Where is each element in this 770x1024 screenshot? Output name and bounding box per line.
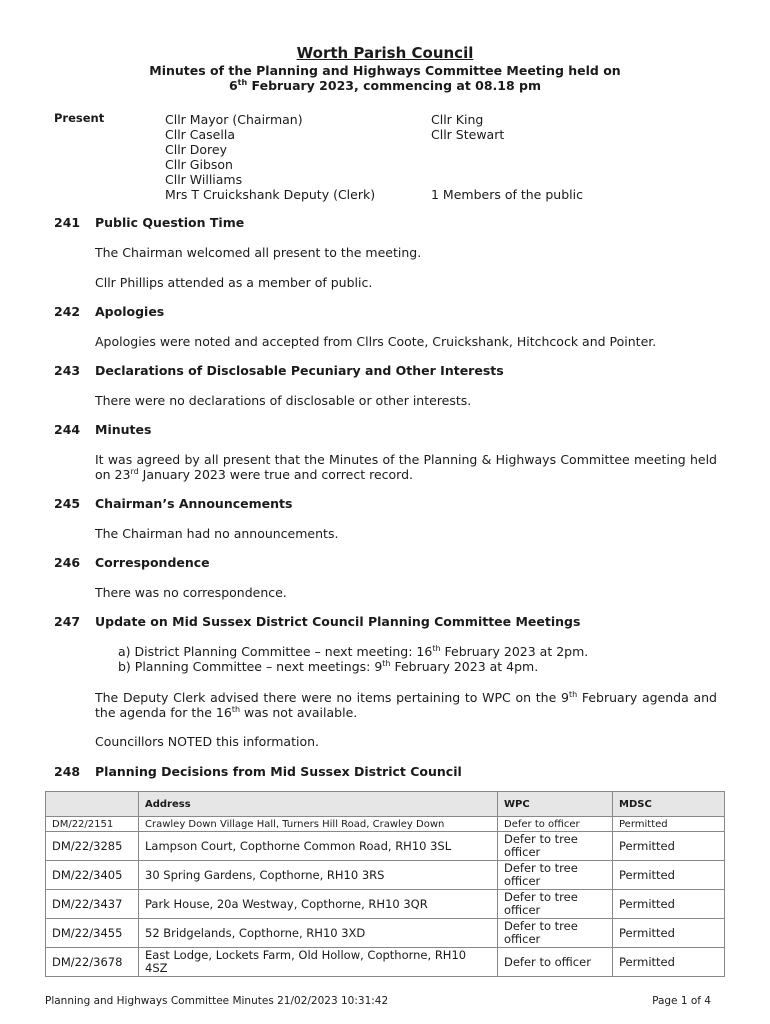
item-number: 248	[54, 764, 81, 779]
ref-cell: DM/22/3405	[46, 861, 139, 890]
document-subtitle: Minutes of the Planning and Highways Committee Meeting held on	[149, 63, 621, 78]
attendee: Cllr Williams	[165, 172, 243, 187]
item-number: 244	[54, 422, 81, 437]
item-heading: Minutes	[95, 422, 152, 437]
item-text: Cllr Phillips attended as a member of public.	[95, 275, 373, 290]
attendee: Cllr Dorey	[165, 142, 228, 157]
present-list-left	[165, 112, 375, 202]
ref-cell: DM/22/2151	[46, 817, 139, 832]
column-header-mdsc: MDSC	[613, 792, 725, 817]
item-text: Apologies were noted and accepted from Cllrs Coote, Cruickshank, Hitchcock and Pointer.	[95, 334, 657, 349]
list-item: a) District Planning Committee – next meeting: 16th February 2023 at 2pm.	[118, 643, 589, 659]
item-heading: Public Question Time	[95, 215, 245, 230]
item-heading: Declarations of Disclosable Pecuniary and Other Interests	[95, 363, 504, 378]
item-text: There were no declarations of disclosable or other interests.	[95, 393, 472, 408]
address-cell: 30 Spring Gardens, Copthorne, RH10 3RS	[139, 861, 498, 890]
address-cell: Lampson Court, Copthorne Common Road, RH10 3SL	[139, 832, 498, 861]
ref-cell: DM/22/3437	[46, 890, 139, 919]
attendee: Cllr Casella	[165, 127, 235, 142]
item-text: Councillors NOTED this information.	[95, 734, 320, 749]
wpc-cell: Defer to tree officer	[498, 919, 613, 948]
item-number: 243	[54, 363, 81, 378]
mdsc-cell: Permitted	[613, 890, 725, 919]
item-number: 247	[54, 614, 81, 629]
item-number: 242	[54, 304, 81, 319]
table-row	[46, 832, 725, 861]
mdsc-cell: Permitted	[613, 948, 725, 977]
item-text: It was agreed by all present that the Minutes of the Planning & Highways Committee meeting held on 23rd January 2023 were true and correct record.	[95, 452, 717, 482]
address-cell: Park House, 20a Westway, Copthorne, RH10 3QR	[139, 890, 498, 919]
present-label: Present	[54, 111, 105, 125]
document-subtitle-date: 6th February 2023, commencing at 08.18 pm	[228, 77, 542, 93]
document-title: Worth Parish Council	[296, 44, 474, 62]
attendee: Cllr Gibson	[165, 157, 233, 172]
mdsc-cell: Permitted	[613, 832, 725, 861]
address-cell: East Lodge, Lockets Farm, Old Hollow, Copthorne, RH10 4SZ	[139, 948, 498, 977]
item-heading: Planning Decisions from Mid Sussex District Council	[95, 764, 462, 779]
present-list-right	[431, 112, 504, 142]
address-cell: 52 Bridgelands, Copthorne, RH10 3XD	[139, 919, 498, 948]
attendee: Cllr King	[431, 112, 484, 127]
planning-decisions-table	[45, 791, 725, 977]
ref-cell: DM/22/3455	[46, 919, 139, 948]
list-item: b) Planning Committee – next meetings: 9th February 2023 at 4pm.	[118, 658, 539, 674]
item-number: 245	[54, 496, 81, 511]
members-of-public: 1 Members of the public	[431, 187, 583, 202]
ref-cell: DM/22/3285	[46, 832, 139, 861]
column-header	[46, 792, 139, 817]
attendee: Cllr Stewart	[431, 127, 505, 142]
item-number: 246	[54, 555, 81, 570]
item-number: 241	[54, 215, 81, 230]
mdsc-cell: Permitted	[613, 919, 725, 948]
table-header-row	[46, 792, 725, 817]
table-row	[46, 948, 725, 977]
table-row	[46, 919, 725, 948]
table-row	[46, 861, 725, 890]
attendee: Mrs T Cruickshank Deputy (Clerk)	[165, 187, 376, 202]
wpc-cell: Defer to tree officer	[498, 861, 613, 890]
item-text: The Chairman had no announcements.	[95, 526, 339, 541]
table-row	[46, 817, 725, 832]
column-header-wpc: WPC	[498, 792, 613, 817]
column-header-address: Address	[139, 792, 498, 817]
wpc-cell: Defer to officer	[498, 817, 613, 832]
wpc-cell: Defer to tree officer	[498, 890, 613, 919]
footer-document-info: Planning and Highways Committee Minutes 21/02/2023 10:31:42	[45, 995, 389, 1007]
item-heading: Correspondence	[95, 555, 210, 570]
wpc-cell: Defer to tree officer	[498, 832, 613, 861]
ref-cell: DM/22/3678	[46, 948, 139, 977]
item-heading: Update on Mid Sussex District Council Planning Committee Meetings	[95, 614, 581, 629]
mdsc-cell: Permitted	[613, 817, 725, 832]
wpc-cell: Defer to officer	[498, 948, 613, 977]
table-row	[46, 890, 725, 919]
mdsc-cell: Permitted	[613, 861, 725, 890]
item-text: The Chairman welcomed all present to the meeting.	[95, 245, 422, 260]
item-heading: Apologies	[95, 304, 165, 319]
item-text: There was no correspondence.	[95, 585, 287, 600]
footer-page-number: Page 1 of 4	[652, 995, 711, 1007]
address-cell: Crawley Down Village Hall, Turners Hill Road, Crawley Down	[139, 817, 498, 832]
item-text: The Deputy Clerk advised there were no items pertaining to WPC on the 9th February agenda and the agenda for the 16th was not available.	[95, 689, 717, 720]
item-heading: Chairman’s Announcements	[95, 496, 293, 511]
attendee: Cllr Mayor (Chairman)	[165, 112, 303, 127]
